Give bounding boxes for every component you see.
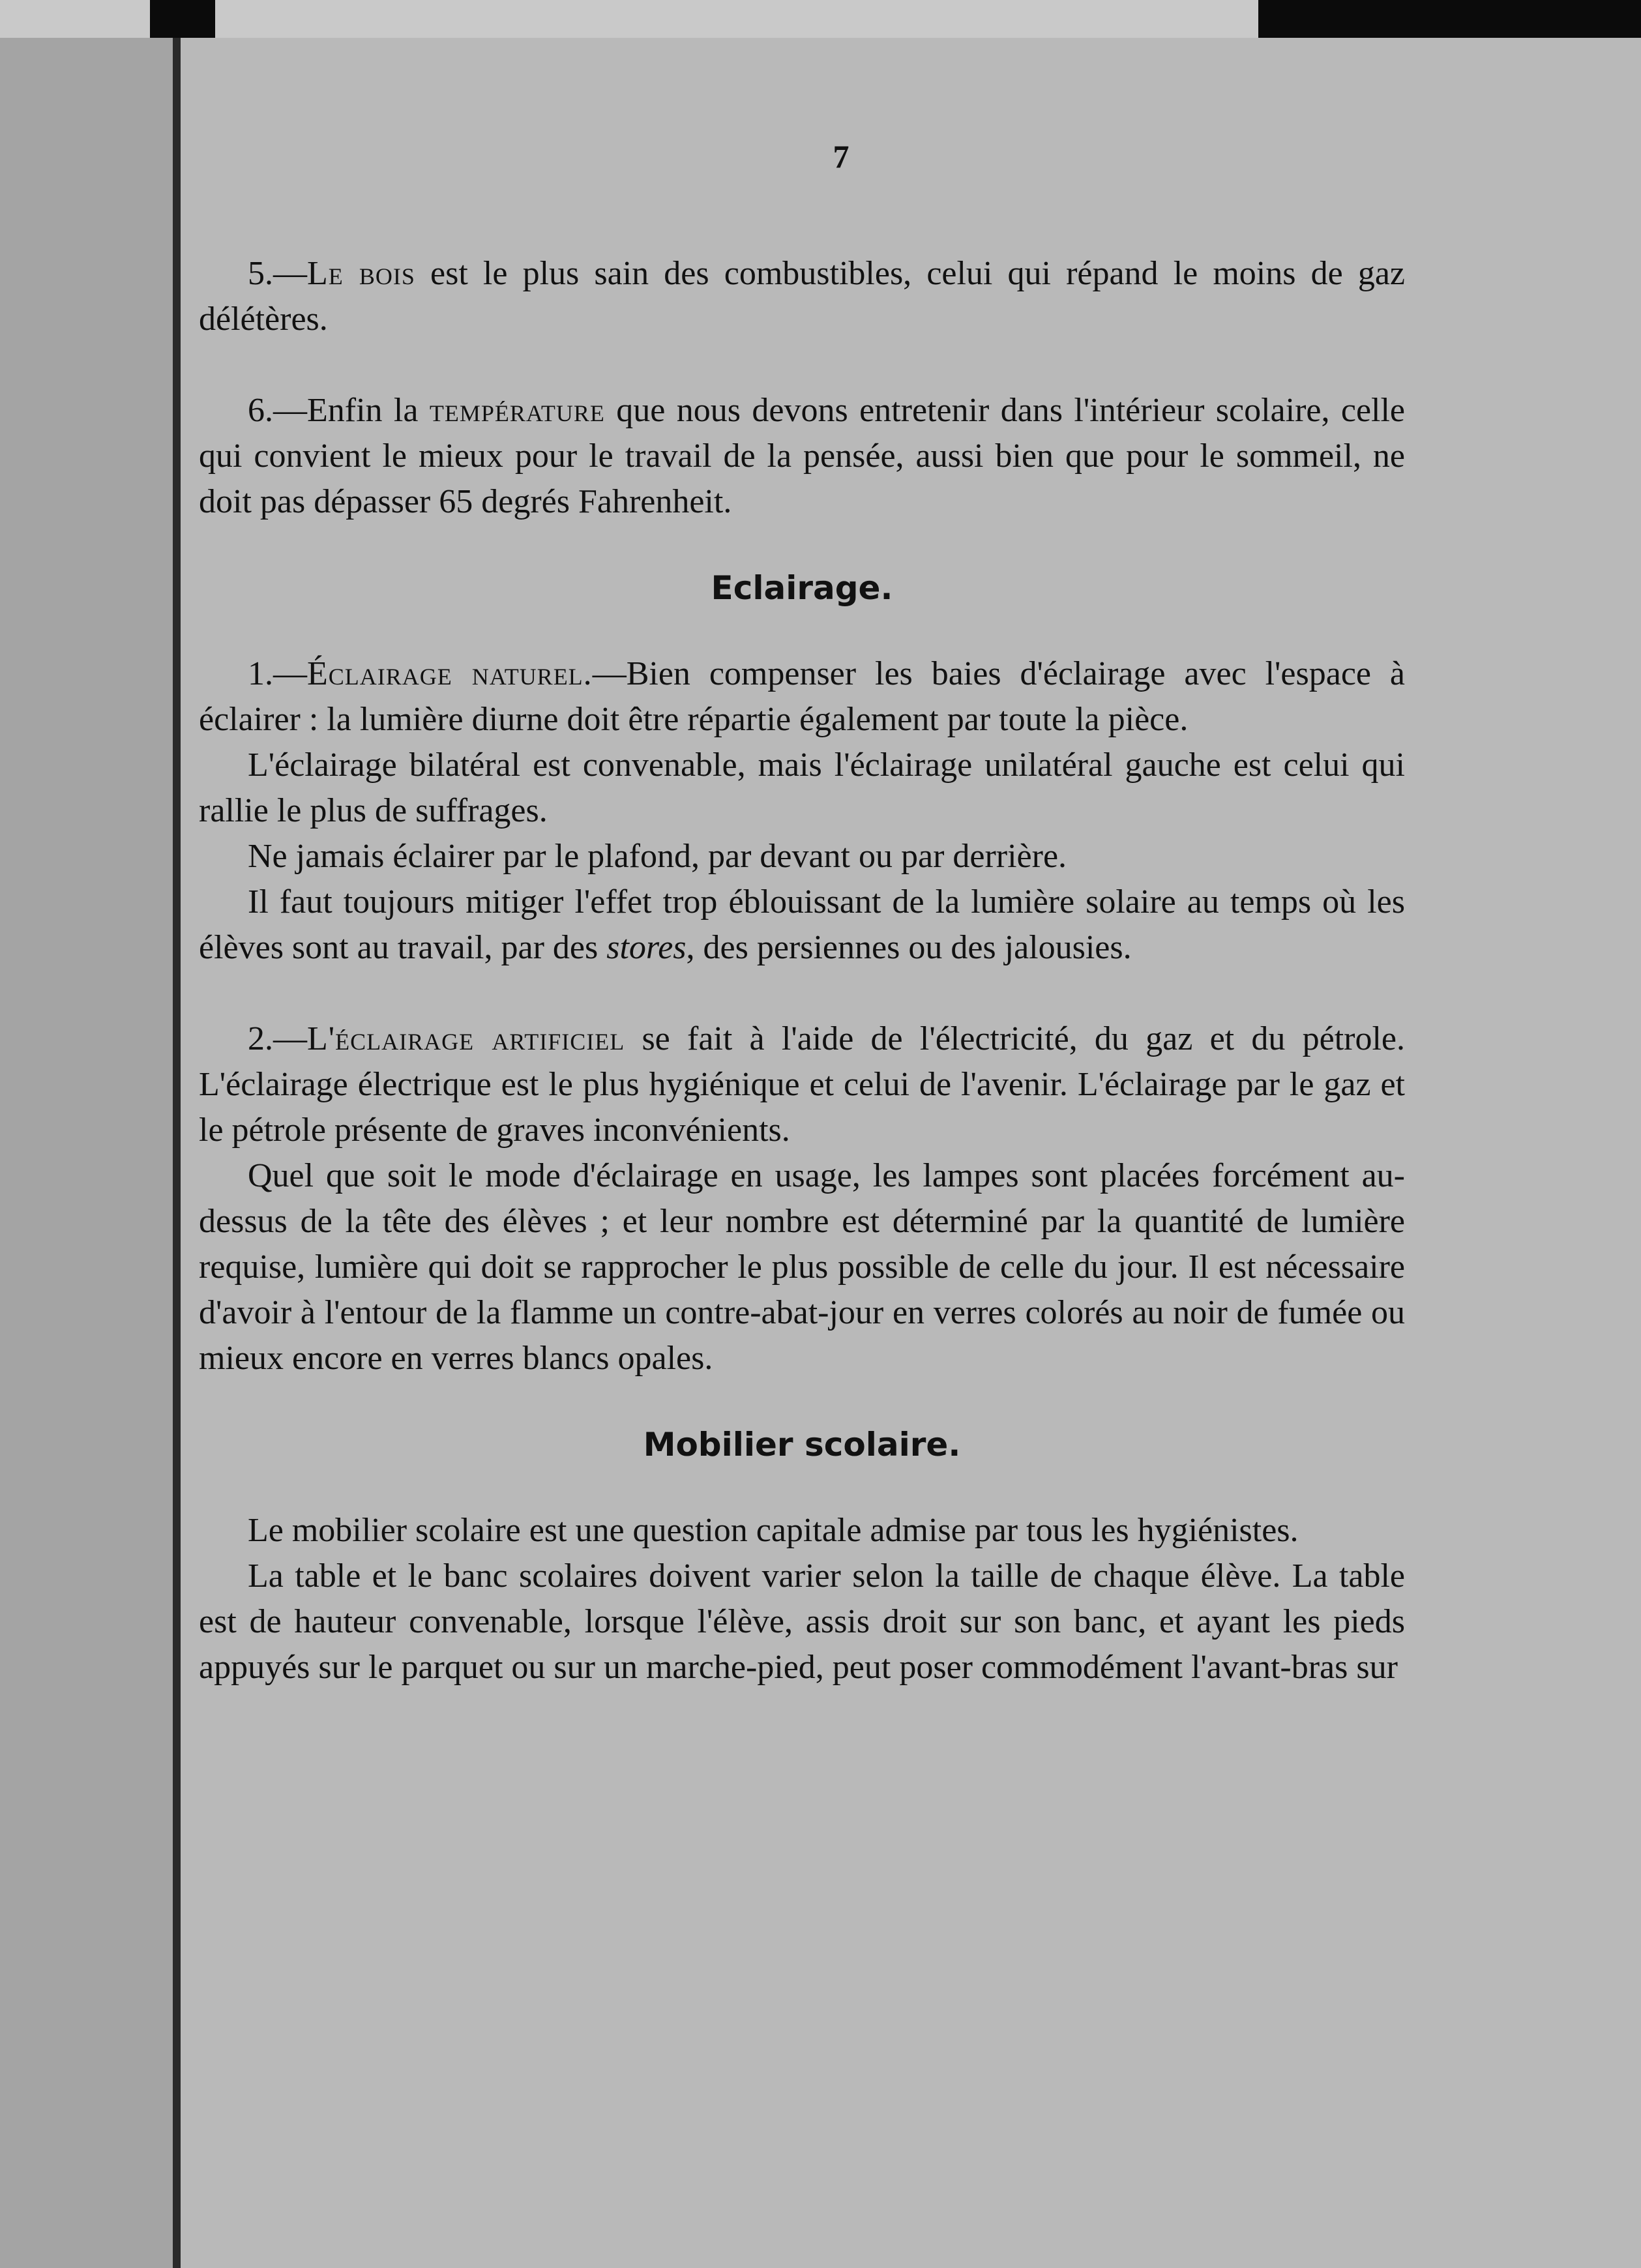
eclairage-2-term: L'éclairage artificiel	[307, 1020, 625, 1057]
section-title-mobilier: Mobilier scolaire.	[643, 1426, 961, 1464]
eclairage-paragraph-1d	[199, 879, 1405, 971]
text-block	[199, 134, 1405, 1690]
paragraph-5-number: 5.—	[248, 255, 307, 292]
eclairage-2-number: 2.—	[248, 1020, 307, 1057]
section-title-eclairage: Eclairage.	[711, 569, 893, 607]
eclairage-paragraph-1b: L'éclairage bilatéral est convenable, mais l'éclairage unilatéral gauche est celui qui rallie le plus de suffrages.	[199, 746, 1405, 829]
eclairage-1d-end: , des persiennes ou des jalousies.	[686, 929, 1132, 966]
eclairage-1-number: 1.—	[248, 655, 307, 692]
top-margin-strip-left	[0, 0, 150, 38]
eclairage-1d-italic: stores	[606, 929, 687, 966]
mobilier-paragraph-2: La table et le banc scolaires doivent varier selon la taille de chaque élève. La table est de hauteur convenable, lorsque l'élève, assis droit sur son banc, et ayant les pieds appuyés sur le parquet ou sur un marche-pied, peut poser commodément l'avant-bras sur	[199, 1557, 1405, 1686]
eclairage-2-text: se fait à l'aide de l'électricité, du gaz et du pétrole. L'éclairage électrique est le plus hygiénique et celui de l'avenir. L'éclairage par le gaz et le pétrole présente de graves inconvénients.	[199, 1020, 1405, 1149]
eclairage-1d-start: Il faut toujours mitiger l'effet trop éblouissant de la lumière solaire au temps où les élèves sont au travail, par des	[199, 883, 1405, 966]
mobilier-paragraph-1: Le mobilier scolaire est une question capitale admise par tous les hygiénistes.	[248, 1512, 1299, 1549]
eclairage-1-term: Éclairage naturel.	[307, 655, 593, 692]
eclairage-paragraph-2	[199, 1016, 1405, 1153]
paragraph-6-term: température	[429, 392, 605, 429]
facing-page-edge	[0, 38, 173, 2268]
eclairage-paragraph-2b: Quel que soit le mode d'éclairage en usage, les lampes sont placées forcément au-dessus de la tête des élèves ; et leur nombre est déterminé par la quantité de lumière requise, lumière qui doit se rapprocher le plus possible de celle du jour. Il est nécessaire d'avoir à l'entour de la flamme un contre-abat-jour en verres colorés au noir de fumée ou mieux encore en verres blancs opales.	[199, 1157, 1405, 1377]
eclairage-paragraph-1c: Ne jamais éclairer par le plafond, par devant ou par derrière.	[248, 838, 1067, 875]
gutter-shadow	[173, 38, 181, 2268]
eclairage-paragraph-1	[199, 651, 1405, 743]
paragraph-6	[199, 388, 1405, 525]
page-number: 7	[833, 138, 850, 175]
paragraph-5	[199, 251, 1405, 342]
paragraph-5-term: Le bois	[307, 255, 415, 292]
top-margin-strip-right	[215, 0, 1258, 38]
paragraph-5-text: est le plus sain des combustibles, celui qui répand le moins de gaz délétères.	[199, 255, 1405, 338]
paragraph-6-start: 6.—Enfin la	[248, 392, 430, 429]
eclairage-1-text: —Bien compenser les baies d'éclairage avec l'espace à éclairer : la lumière diurne doit être répartie également par toute la pièce.	[199, 655, 1405, 738]
paragraph-6-text: que nous devons entretenir dans l'intérieur scolaire, celle qui convient le mieux pour le travail de la pensée, aussi bien que pour le sommeil, ne doit pas dépasser 65 degrés Fahrenheit.	[199, 392, 1405, 520]
